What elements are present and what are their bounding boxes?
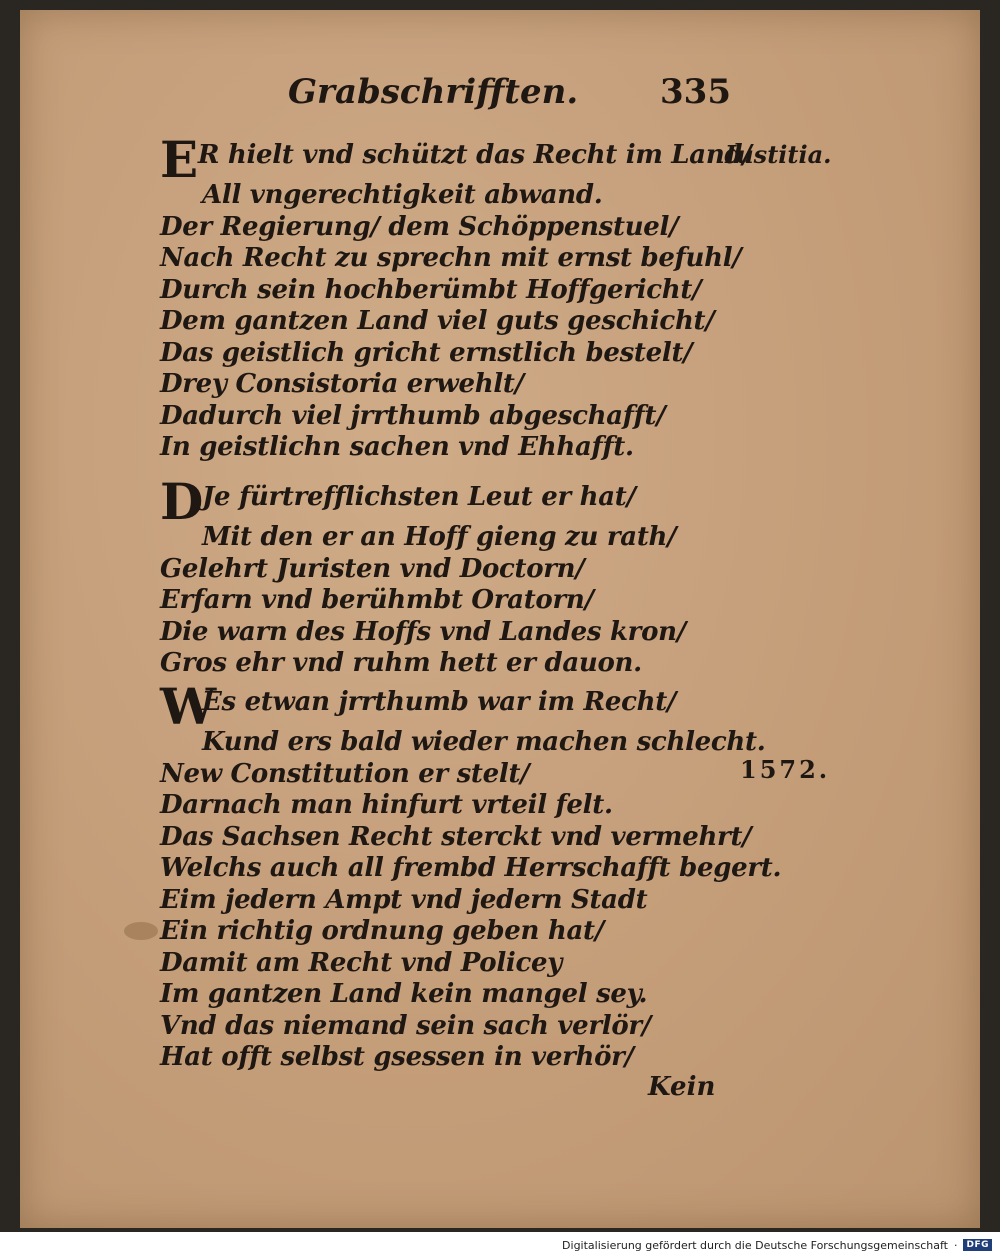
stanza-line: Darnach man hinfurt vrteil felt.	[160, 790, 613, 820]
stanza-3	[160, 677, 782, 1074]
page-header	[20, 72, 980, 122]
stanza-line: Gros ehr vnd ruhm hett er dauon.	[160, 648, 642, 678]
drop-capital: D	[160, 472, 204, 531]
stanza-line: Das Sachsen Recht sterckt vnd vermehrt/	[160, 821, 752, 852]
stanza-2	[160, 472, 720, 680]
stanza-line: Eim jedern Ampt vnd jedern Stadt	[160, 884, 648, 915]
stanza-line: Nach Recht zu sprechn mit ernst befuhl/	[160, 243, 742, 273]
stanza-line: Dem gantzen Land viel guts geschicht/	[160, 306, 715, 336]
line-text: Je fürtrefflichsten Leut er hat/	[202, 482, 636, 512]
margin-note-justitia: Iustitia.	[725, 140, 832, 169]
book-page	[20, 10, 980, 1228]
digitization-footer	[562, 1236, 992, 1254]
drop-capital: E	[160, 130, 198, 189]
stanza-line	[160, 677, 720, 736]
page-number: 335	[660, 72, 731, 112]
stanza-line: Das geistlich gricht ernstlich bestelt/	[160, 337, 693, 368]
funding-credit: Digitalisierung gefördert durch die Deutsche Forschungsgemeinschaft	[562, 1238, 948, 1252]
dfg-logo-icon[interactable]: DFG	[963, 1239, 992, 1251]
stanza-line: Gelehrt Juristen vnd Doctorn/	[160, 553, 585, 584]
drop-capital: W	[160, 677, 216, 736]
separator-dot: ·	[953, 1238, 958, 1252]
stanza-line: Mit den er an Hoff gieng zu rath/	[202, 522, 677, 552]
stanza-line: Drey Consistoria erwehlt/	[160, 369, 524, 399]
stanza-line: Erfarn vnd berühmbt Oratorn/	[160, 585, 594, 615]
stanza-line	[160, 130, 752, 189]
stanza-line: Kund ers bald wieder machen schlecht.	[202, 727, 766, 757]
stanza-line	[160, 472, 720, 531]
catchword: Kein	[648, 1072, 716, 1102]
stanza-line: Welchs auch all frembd Herrschafft begert.	[160, 853, 782, 883]
stanza-line: In geistlichn sachen vnd Ehhafft.	[160, 432, 634, 462]
stanza-line: Der Regierung/ dem Schöppenstuel/	[160, 211, 679, 242]
margin-note-year: 1572.	[740, 755, 831, 784]
stanza-line: Vnd das niemand sein sach verlör/	[160, 1010, 651, 1041]
stanza-line: Ein richtig ordnung geben hat/	[160, 916, 604, 946]
stanza-line: All vngerechtigkeit abwand.	[202, 180, 603, 210]
paper-stain	[124, 922, 158, 940]
stanza-1	[160, 130, 752, 464]
stanza-line: Im gantzen Land kein mangel sey.	[160, 979, 648, 1009]
line-text: R hielt vnd schützt das Recht im Land/	[197, 140, 752, 170]
stanza-line: Die warn des Hoffs vnd Landes kron/	[160, 616, 686, 647]
stanza-line: Durch sein hochberümbt Hoffgericht/	[160, 274, 702, 305]
stanza-line: Dadurch viel jrrthumb abgeschafft/	[160, 400, 666, 431]
stanza-line: Hat offt selbst gsessen in verhör/	[160, 1042, 634, 1072]
running-title: Grabschrifften.	[288, 72, 579, 112]
stanza-line: Damit am Recht vnd Policey	[160, 947, 563, 978]
stanza-line: New Constitution er stelt/	[160, 758, 530, 789]
line-text: Es etwan jrrthumb war im Recht/	[202, 687, 677, 717]
